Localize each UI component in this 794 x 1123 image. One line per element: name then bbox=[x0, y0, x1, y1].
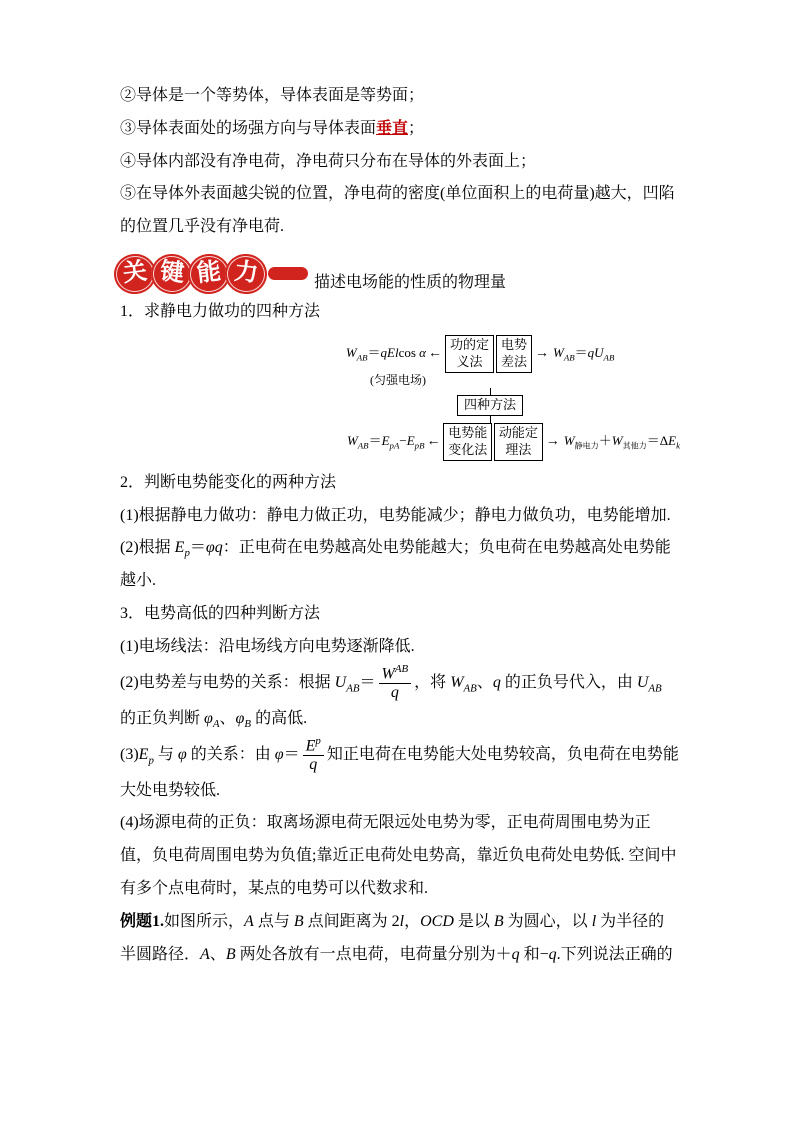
badge-dash-icon bbox=[268, 267, 308, 280]
text-run: OCD bbox=[420, 912, 454, 930]
text-run: W bbox=[450, 673, 464, 691]
text-run: ＝Δ bbox=[646, 433, 669, 449]
text-run: ； bbox=[408, 119, 425, 137]
spacer bbox=[248, 388, 440, 423]
text-run: (2)根据 bbox=[120, 539, 175, 557]
text-run: U bbox=[334, 673, 347, 691]
flow-formula-potential-energy bbox=[248, 433, 424, 450]
text-run: W bbox=[563, 433, 575, 449]
connector-line bbox=[490, 416, 491, 423]
text-run: E bbox=[381, 433, 390, 449]
text-run: ＝ bbox=[189, 539, 206, 557]
text-run: 、 bbox=[209, 945, 226, 963]
text-run: q bbox=[309, 756, 318, 774]
flow-row-2 bbox=[248, 423, 680, 461]
text-run: E bbox=[668, 433, 677, 449]
text-run: W bbox=[553, 344, 564, 360]
text-run: 为圆心，以 bbox=[503, 912, 592, 930]
arrow-right-icon: → bbox=[535, 345, 549, 361]
text-run: α bbox=[419, 344, 426, 360]
text-run: 例题1. bbox=[120, 912, 165, 930]
text-run: cos bbox=[398, 344, 420, 360]
method1-title: 1．求静电力做功的四种方法 bbox=[120, 302, 321, 320]
flow-box-kinetic-energy-theorem: 动能定理法 bbox=[494, 423, 543, 461]
text-run: p bbox=[184, 547, 190, 560]
text-run: 的高低. bbox=[251, 709, 308, 727]
text-run: U bbox=[636, 673, 649, 691]
text-run: ， bbox=[404, 912, 421, 930]
text-run: 为半径的半圆路径． bbox=[120, 912, 665, 963]
text-run: AB bbox=[563, 352, 575, 363]
text-run: 知正电荷在电势能大处电势较高，负电荷在电势能大处电势较低. bbox=[120, 745, 679, 799]
text-run: 的正负判断 bbox=[120, 709, 205, 727]
flow-box-potential-difference: 电势差法 bbox=[496, 335, 532, 373]
text-run: ＝ bbox=[368, 433, 382, 449]
flow-center-row bbox=[248, 388, 680, 423]
text-run: q bbox=[390, 684, 399, 702]
text-run: W bbox=[381, 664, 395, 682]
flow-box-work-definition: 功的定义法 bbox=[445, 335, 494, 373]
text-run: ＋ bbox=[598, 433, 612, 449]
method3-item-4: (4)场源电荷的正负：取离场源电荷无限远处电势为零，正电荷周围电势为正值，负电荷周围电势为负值;靠近正电荷处电势高，靠近负电荷处电势低. 空间中有多个点电荷时，某点的电势可以代数求和. bbox=[120, 814, 677, 898]
text-run: W bbox=[345, 344, 357, 360]
text-run: 、 bbox=[476, 673, 493, 691]
flow-box-four-methods: 四种方法 bbox=[457, 395, 523, 416]
connector-line bbox=[490, 388, 491, 395]
highlight-perpendicular: 垂直 bbox=[376, 119, 409, 137]
text-run: E bbox=[305, 736, 316, 754]
badge-char-icon: 力 bbox=[223, 252, 269, 296]
method3-title: 3．电势高低的四种判断方法 bbox=[120, 605, 321, 623]
arrow-right-icon: → bbox=[545, 433, 560, 449]
text-run: l bbox=[591, 912, 597, 930]
method3-item-3 bbox=[120, 736, 680, 808]
text-run: 与 bbox=[153, 745, 178, 763]
text-run: p bbox=[148, 753, 154, 766]
arrow-left-icon: ← bbox=[428, 345, 442, 361]
badge-char-icon: 能 bbox=[186, 252, 233, 297]
arrow-left-icon: ← bbox=[426, 433, 441, 449]
text-run: 如图所示， bbox=[164, 912, 245, 930]
flow-box-potential-energy-change: 电势能变化法 bbox=[443, 423, 492, 461]
paragraph-conductor-3 bbox=[120, 113, 680, 146]
text-run: E bbox=[138, 745, 149, 763]
text-run: E bbox=[406, 433, 415, 449]
text-run: A bbox=[212, 717, 220, 730]
text-run: 点与 bbox=[253, 912, 294, 930]
text-run: W bbox=[611, 433, 623, 449]
text-run: AB bbox=[346, 682, 360, 695]
text-run: AB bbox=[394, 662, 409, 675]
text-run: ，将 bbox=[414, 673, 451, 691]
text-run: φ bbox=[274, 745, 284, 763]
badge-char-icon: 关 bbox=[112, 252, 159, 297]
text-run: AB bbox=[603, 352, 615, 363]
text-run: q bbox=[511, 945, 520, 963]
text-run: q bbox=[492, 673, 501, 691]
method2-item-1: (1)根据静电力做功：静电力做正功，电势能减少；静电力做负功，电势能增加. bbox=[120, 506, 671, 524]
method2-title: 2．判断电势能变化的两种方法 bbox=[120, 473, 337, 491]
paragraph-conductor-2: ②导体是一个等势体，导体表面是等势面； bbox=[120, 87, 425, 104]
text-run: 两处各放有一点电荷，电荷量分别为＋ bbox=[235, 945, 512, 963]
text-run: ＝ bbox=[574, 344, 588, 360]
fraction bbox=[303, 736, 324, 775]
text-run: W bbox=[346, 433, 358, 449]
text-run: qU bbox=[587, 344, 604, 360]
flow-row-1 bbox=[248, 335, 680, 373]
text-run: φ bbox=[235, 709, 245, 727]
four-methods-flowchart bbox=[248, 335, 680, 461]
text-run: 和− bbox=[519, 945, 549, 963]
paragraph-conductor-4: ④导体内部没有净电荷，净电荷只分布在导体的外表面上； bbox=[120, 152, 537, 170]
text-run: 、 bbox=[219, 709, 236, 727]
key-ability-header bbox=[114, 254, 680, 294]
text-run: B bbox=[225, 945, 236, 963]
method2-item-2 bbox=[120, 532, 680, 598]
text-run: ：正电荷在电势越高处电势能越大；负电荷在电势越高处电势能越小. bbox=[120, 539, 671, 590]
paragraph-conductor-5: ⑤在导体外表面越尖锐的位置，净电荷的密度(单位面积上的电荷量)越大，凹陷的位置几乎没有净电荷. bbox=[120, 185, 675, 236]
text-run: B bbox=[493, 912, 504, 930]
text-run: ＝ bbox=[359, 673, 376, 691]
text-run: ＝ bbox=[283, 745, 300, 763]
text-run: ＝ bbox=[367, 344, 381, 360]
flow-formula-qUAB bbox=[553, 345, 614, 362]
text-run: AB bbox=[356, 352, 368, 363]
text-run: 的关系：由 bbox=[186, 745, 275, 763]
text-run: l bbox=[399, 912, 405, 930]
text-run: 是以 bbox=[453, 912, 494, 930]
text-run: 点间距离为 2 bbox=[303, 912, 400, 930]
method3-item-2 bbox=[120, 664, 680, 736]
badge-char-icon: 键 bbox=[149, 252, 195, 296]
text-run: ③导体表面处的场强方向与导体表面 bbox=[120, 119, 377, 137]
text-run: (2)电势差与电势的关系：根据 bbox=[120, 673, 335, 691]
text-run: A bbox=[200, 945, 210, 963]
text-run: pB bbox=[414, 440, 425, 451]
flow-note-uniform-field: (匀强电场) bbox=[370, 372, 426, 387]
text-run: A bbox=[244, 912, 254, 930]
text-run: AB bbox=[357, 440, 369, 451]
flow-center-column bbox=[440, 388, 540, 423]
method3-item-1: (1)电场线法：沿电场线方向电势逐渐降低. bbox=[120, 637, 415, 655]
flow-formula-definition bbox=[248, 345, 426, 362]
text-run: E bbox=[174, 539, 185, 557]
text-run: qEl bbox=[380, 344, 399, 360]
text-run: B bbox=[293, 912, 304, 930]
text-run: 其他力 bbox=[622, 441, 647, 451]
key-ability-logo bbox=[114, 254, 308, 294]
flow-note-row bbox=[248, 373, 680, 389]
flow-formula-energy-theorem bbox=[564, 433, 680, 451]
text-run: pA bbox=[389, 440, 400, 451]
text-run: B bbox=[244, 717, 252, 730]
text-run: φ bbox=[204, 709, 213, 727]
example-1-paragraph bbox=[120, 906, 680, 972]
text-run: 的正负号代入，由 bbox=[500, 673, 637, 691]
section-caption: 描述电场能的性质的物理量 bbox=[314, 273, 507, 291]
text-run: − bbox=[399, 433, 407, 449]
text-run: (3) bbox=[120, 745, 139, 763]
text-run: AB bbox=[648, 682, 662, 695]
text-run: p bbox=[315, 734, 321, 747]
text-run: q bbox=[548, 945, 557, 963]
text-run: k bbox=[676, 440, 680, 451]
text-run: φq bbox=[205, 539, 223, 557]
text-run: AB bbox=[463, 682, 477, 695]
fraction bbox=[379, 664, 412, 703]
text-run: φ bbox=[177, 745, 187, 763]
text-run: 静电力 bbox=[574, 441, 599, 451]
text-run: .下列说法正确的 bbox=[556, 945, 673, 963]
